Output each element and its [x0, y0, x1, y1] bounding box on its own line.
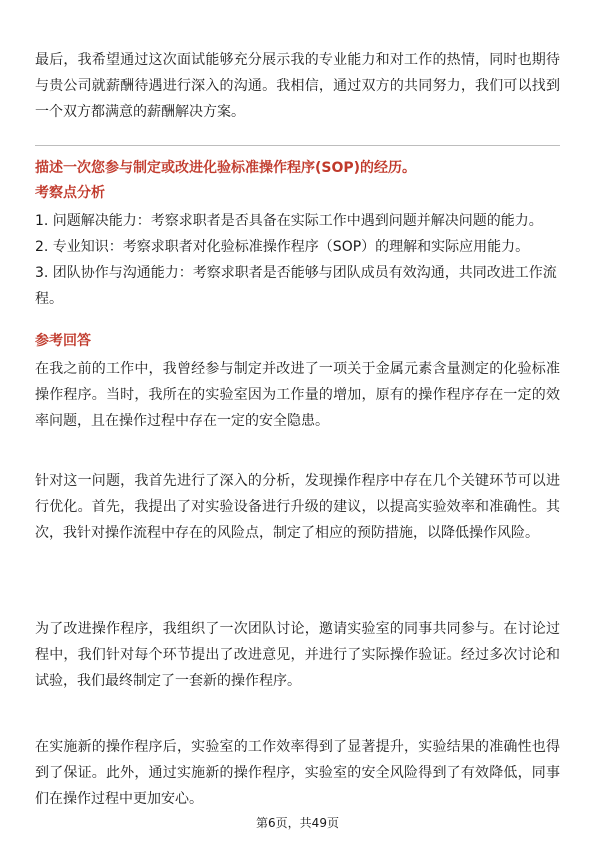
list-item	[35, 208, 560, 234]
answer-paragraph-1: 在我之前的工作中，我曾经参与制定并改进了一项关于金属元素含量测定的化验标准操作程序。当时，我所在的实验室因为工作量的增加，原有的操作程序存在一定的效率问题，且在操作过程中存在一定的安全隐患。	[35, 361, 560, 429]
list-item	[35, 234, 560, 260]
list-item	[35, 260, 560, 312]
analysis-list	[35, 208, 560, 312]
intro-paragraph: 最后，我希望通过这次面试能够充分展示我的专业能力和对工作的热情，同时也期待与贵公司就薪酬待遇进行深入的沟通。我相信，通过双方的共同努力，我们可以找到一个双方都满意的薪酬解决方案。	[35, 52, 560, 120]
answer-heading: 参考回答	[35, 333, 91, 349]
question-title: 描述一次您参与制定或改进化验标准操作程序(SOP)的经历。	[35, 160, 417, 176]
analysis-heading: 考察点分析	[35, 185, 105, 201]
list-item-text: 2. 专业知识：考察求职者对化验标准操作程序（SOP）的理解和实际应用能力。	[35, 239, 530, 255]
list-item-text: 3. 团队协作与沟通能力：考察求职者是否能够与团队成员有效沟通，共同改进工作流程。	[35, 265, 557, 307]
list-item-text: 1. 问题解决能力：考察求职者是否具备在实际工作中遇到问题并解决问题的能力。	[35, 213, 543, 229]
answer-paragraph-3: 为了改进操作程序，我组织了一次团队讨论，邀请实验室的同事共同参与。在讨论过程中，我们针对每个环节提出了改进意见，并进行了实际操作验证。经过多次讨论和试验，我们最终制定了一套新的操作程序。	[35, 621, 560, 689]
section-divider	[35, 145, 560, 146]
page-number-footer: 第6页，共49页	[256, 816, 339, 830]
answer-paragraph-4: 在实施新的操作程序后，实验室的工作效率得到了显著提升，实验结果的准确性也得到了保证。此外，通过实施新的操作程序，实验室的安全风险得到了有效降低，同事们在操作过程中更加安心。	[35, 739, 560, 807]
answer-paragraph-2: 针对这一问题，我首先进行了深入的分析，发现操作程序中存在几个关键环节可以进行优化。首先，我提出了对实验设备进行升级的建议，以提高实验效率和准确性。其次，我针对操作流程中存在的风险点，制定了相应的预防措施，以降低操作风险。	[35, 473, 560, 541]
